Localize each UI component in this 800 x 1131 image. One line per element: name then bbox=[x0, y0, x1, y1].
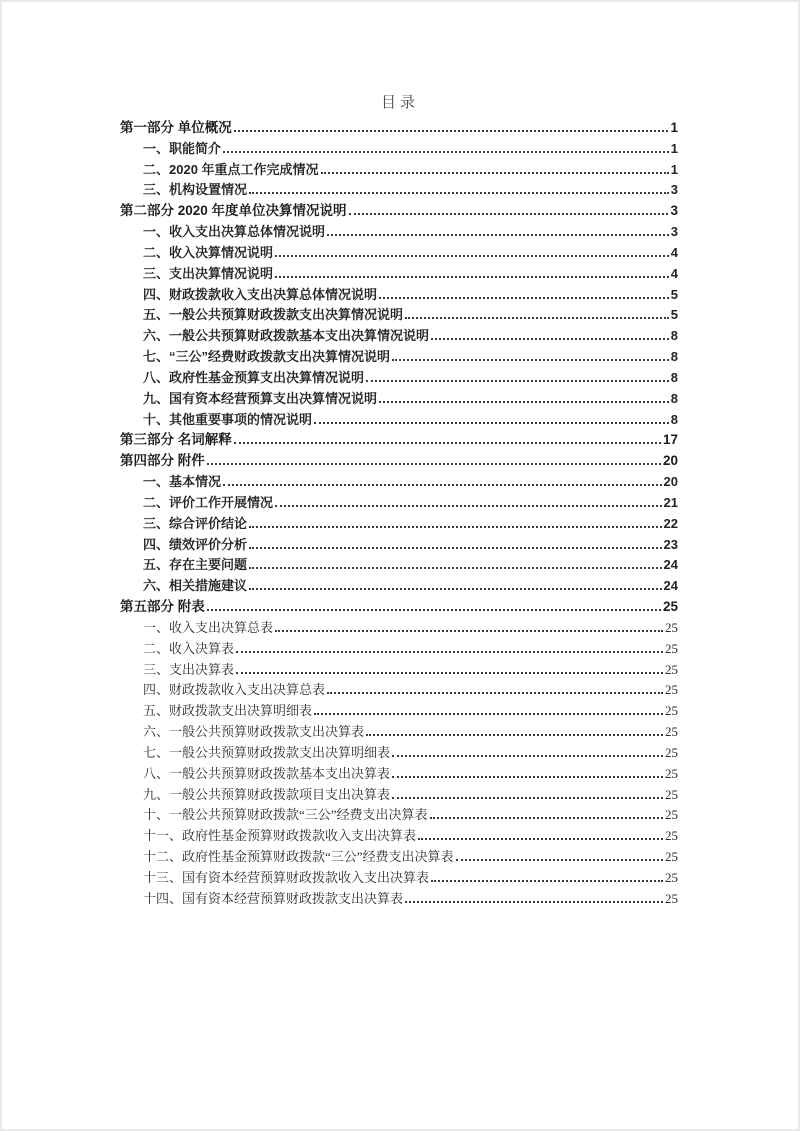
toc-entry bbox=[120, 535, 678, 556]
toc-entry-label: 第二部分 2020 年度单位决算情况说明 bbox=[120, 203, 347, 219]
toc-leader-dots bbox=[207, 463, 661, 465]
toc-entry-label: 第五部分 附表 bbox=[120, 599, 205, 615]
toc-leader-dots bbox=[349, 213, 669, 215]
toc-entry-page: 25 bbox=[665, 661, 678, 677]
toc-entry-page: 24 bbox=[663, 557, 678, 573]
toc-leader-dots bbox=[327, 692, 663, 694]
toc-entry-page: 20 bbox=[662, 453, 678, 469]
toc-entry-page: 25 bbox=[665, 640, 678, 656]
toc-leader-dots bbox=[418, 838, 663, 840]
toc-entry-page: 5 bbox=[670, 286, 678, 302]
toc-entry-label: 九、国有资本经营预算支出决算情况说明 bbox=[143, 390, 378, 406]
toc-entry-page: 25 bbox=[665, 682, 678, 698]
toc-leader-dots bbox=[366, 380, 669, 382]
toc-list bbox=[120, 118, 678, 909]
toc-entry bbox=[120, 451, 678, 472]
toc-entry bbox=[120, 243, 678, 264]
toc-leader-dots bbox=[366, 734, 663, 736]
toc-entry-label: 十、其他重要事项的情况说明 bbox=[143, 411, 313, 427]
toc-leader-dots bbox=[392, 797, 663, 799]
toc-entry bbox=[120, 180, 678, 201]
toc-entry-label: 一、基本情况 bbox=[143, 474, 222, 490]
toc-entry bbox=[120, 410, 678, 431]
toc-entry bbox=[120, 722, 678, 743]
toc-leader-dots bbox=[321, 172, 669, 174]
toc-entry-page: 8 bbox=[670, 390, 678, 406]
toc-entry-page: 25 bbox=[665, 890, 678, 906]
toc-entry-label: 二、2020 年重点工作完成情况 bbox=[143, 161, 319, 177]
toc-entry-label: 八、政府性基金预算支出决算情况说明 bbox=[143, 369, 365, 385]
toc-entry bbox=[120, 264, 678, 285]
toc-entry bbox=[120, 743, 678, 764]
toc-entry bbox=[120, 618, 678, 639]
toc-entry-label: 二、收入决算表 bbox=[143, 640, 235, 656]
toc-entry-label: 一、收入支出决算总表 bbox=[143, 619, 274, 635]
toc-entry bbox=[120, 118, 678, 139]
toc-entry-page: 25 bbox=[665, 724, 678, 740]
toc-leader-dots bbox=[275, 276, 669, 278]
toc-entry-label: 七、“三公”经费财政拨款支出决算情况说明 bbox=[143, 349, 391, 365]
toc-entry-page: 25 bbox=[665, 786, 678, 802]
toc-entry-label: 五、存在主要问题 bbox=[143, 557, 248, 573]
toc-entry bbox=[120, 889, 678, 910]
toc-leader-dots bbox=[207, 609, 661, 611]
toc-entry-page: 4 bbox=[670, 265, 678, 281]
toc-leader-dots bbox=[430, 817, 663, 819]
toc-leader-dots bbox=[392, 359, 669, 361]
toc-entry bbox=[120, 347, 678, 368]
toc-entry-page: 8 bbox=[670, 369, 678, 385]
toc-entry-label: 十、一般公共预算财政拨款“三公”经费支出决算表 bbox=[143, 807, 428, 823]
toc-entry bbox=[120, 701, 678, 722]
toc-entry-page: 25 bbox=[665, 765, 678, 781]
toc-entry-label: 十三、国有资本经营预算财政拨款收入支出决算表 bbox=[143, 869, 430, 885]
toc-entry-page: 25 bbox=[665, 848, 678, 864]
toc-leader-dots bbox=[236, 651, 663, 653]
toc-entry-label: 六、一般公共预算财政拨款支出决算表 bbox=[143, 724, 365, 740]
toc-entry-label: 三、机构设置情况 bbox=[143, 182, 248, 198]
toc-entry bbox=[120, 639, 678, 660]
page-title: 目录 bbox=[380, 94, 419, 111]
toc-entry-label: 九、一般公共预算财政拨款项目支出决算表 bbox=[143, 786, 391, 802]
toc-entry bbox=[120, 785, 678, 806]
toc-entry-page: 3 bbox=[670, 182, 678, 198]
toc-leader-dots bbox=[314, 713, 663, 715]
toc-entry bbox=[120, 472, 678, 493]
toc-leader-dots bbox=[275, 255, 669, 257]
toc-entry bbox=[120, 305, 678, 326]
toc-entry-label: 三、支出决算情况说明 bbox=[143, 265, 274, 281]
toc-leader-dots bbox=[431, 338, 669, 340]
toc-entry-label: 十二、政府性基金预算财政拨款“三公”经费支出决算表 bbox=[143, 848, 454, 864]
toc-entry-page: 25 bbox=[665, 807, 678, 823]
toc-leader-dots bbox=[234, 442, 661, 444]
toc-leader-dots bbox=[392, 755, 663, 757]
toc-entry-page: 25 bbox=[665, 703, 678, 719]
toc-entry-page: 21 bbox=[663, 494, 678, 510]
toc-entry-page: 5 bbox=[670, 307, 678, 323]
toc-entry bbox=[120, 326, 678, 347]
toc-leader-dots bbox=[249, 526, 662, 528]
toc-entry bbox=[120, 201, 678, 222]
toc-entry-page: 1 bbox=[670, 120, 678, 135]
toc-entry bbox=[120, 514, 678, 535]
toc-entry-page: 4 bbox=[670, 244, 678, 260]
toc-entry bbox=[120, 368, 678, 389]
toc-entry-page: 3 bbox=[670, 224, 678, 240]
toc-entry bbox=[120, 160, 678, 181]
toc-entry bbox=[120, 493, 678, 514]
toc-entry bbox=[120, 764, 678, 785]
toc-entry-page: 22 bbox=[663, 515, 678, 531]
toc-entry bbox=[120, 222, 678, 243]
toc-entry-label: 八、一般公共预算财政拨款基本支出决算表 bbox=[143, 765, 391, 781]
toc-leader-dots bbox=[392, 776, 663, 778]
toc-entry-page: 1 bbox=[670, 140, 678, 156]
toc-leader-dots bbox=[249, 192, 669, 194]
toc-entry bbox=[120, 576, 678, 597]
toc-entry-label: 十四、国有资本经营预算财政拨款支出决算表 bbox=[143, 890, 404, 906]
toc-entry-label: 一、收入支出决算总体情况说明 bbox=[143, 224, 326, 240]
toc-entry bbox=[120, 285, 678, 306]
toc-entry-page: 8 bbox=[670, 349, 678, 365]
toc-leader-dots bbox=[275, 505, 662, 507]
toc-entry bbox=[120, 139, 678, 160]
toc-leader-dots bbox=[223, 484, 662, 486]
toc-entry bbox=[120, 680, 678, 701]
toc-leader-dots bbox=[456, 859, 663, 861]
toc-leader-dots bbox=[236, 672, 663, 674]
toc-entry-page: 24 bbox=[663, 578, 678, 594]
toc-leader-dots bbox=[405, 901, 663, 903]
toc-entry-page: 8 bbox=[670, 328, 678, 344]
toc-leader-dots bbox=[249, 588, 662, 590]
toc-entry-label: 二、收入决算情况说明 bbox=[143, 244, 274, 260]
toc-entry-page: 20 bbox=[663, 474, 678, 490]
toc-leader-dots bbox=[223, 151, 669, 153]
toc-entry-label: 五、财政拨款支出决算明细表 bbox=[143, 703, 313, 719]
toc-entry bbox=[120, 555, 678, 576]
toc-leader-dots bbox=[234, 130, 669, 132]
toc-entry-label: 四、绩效评价分析 bbox=[143, 536, 248, 552]
toc-entry bbox=[120, 389, 678, 410]
toc-entry-page: 25 bbox=[662, 599, 678, 615]
toc-leader-dots bbox=[379, 297, 669, 299]
toc-entry-page: 8 bbox=[670, 411, 678, 427]
toc-entry-page: 25 bbox=[665, 828, 678, 844]
toc-entry-page: 1 bbox=[670, 161, 678, 177]
toc-entry-page: 23 bbox=[663, 536, 678, 552]
document-page bbox=[2, 2, 798, 1129]
toc-entry-label: 第三部分 名词解释 bbox=[120, 432, 232, 448]
toc-entry bbox=[120, 868, 678, 889]
toc-entry-label: 四、财政拨款收入支出决算总体情况说明 bbox=[143, 286, 378, 302]
toc-leader-dots bbox=[314, 422, 669, 424]
toc-leader-dots bbox=[327, 234, 669, 236]
toc-entry-label: 六、一般公共预算财政拨款基本支出决算情况说明 bbox=[143, 328, 430, 344]
toc-entry-label: 一、职能简介 bbox=[143, 140, 222, 156]
toc-leader-dots bbox=[431, 880, 663, 882]
toc-entry bbox=[120, 430, 678, 451]
toc-entry-label: 十一、政府性基金预算财政拨款收入支出决算表 bbox=[143, 828, 417, 844]
toc-entry bbox=[120, 805, 678, 826]
toc-entry-label: 三、支出决算表 bbox=[143, 661, 235, 677]
toc-leader-dots bbox=[249, 567, 662, 569]
toc-entry-label: 第一部分 单位概况 bbox=[120, 120, 232, 135]
toc-entry-label: 第四部分 附件 bbox=[120, 453, 205, 469]
toc-entry-label: 五、一般公共预算财政拨款支出决算情况说明 bbox=[143, 307, 404, 323]
toc-leader-dots bbox=[275, 630, 663, 632]
toc-entry-page: 25 bbox=[665, 619, 678, 635]
toc-leader-dots bbox=[379, 401, 669, 403]
toc-entry bbox=[120, 660, 678, 681]
toc-entry bbox=[120, 847, 678, 868]
toc-entry-label: 二、评价工作开展情况 bbox=[143, 494, 274, 510]
toc-leader-dots bbox=[405, 317, 669, 319]
toc-entry-label: 三、综合评价结论 bbox=[143, 515, 248, 531]
toc-entry-page: 17 bbox=[662, 432, 678, 448]
toc-entry bbox=[120, 826, 678, 847]
toc-entry-page: 25 bbox=[665, 744, 678, 760]
toc-entry-label: 六、相关措施建议 bbox=[143, 578, 248, 594]
toc-entry bbox=[120, 597, 678, 618]
toc-entry-page: 25 bbox=[665, 869, 678, 885]
toc-entry-label: 七、一般公共预算财政拨款支出决算明细表 bbox=[143, 744, 391, 760]
toc-leader-dots bbox=[249, 547, 662, 549]
toc-entry-page: 3 bbox=[670, 203, 678, 219]
toc-entry-label: 四、财政拨款收入支出决算总表 bbox=[143, 682, 326, 698]
